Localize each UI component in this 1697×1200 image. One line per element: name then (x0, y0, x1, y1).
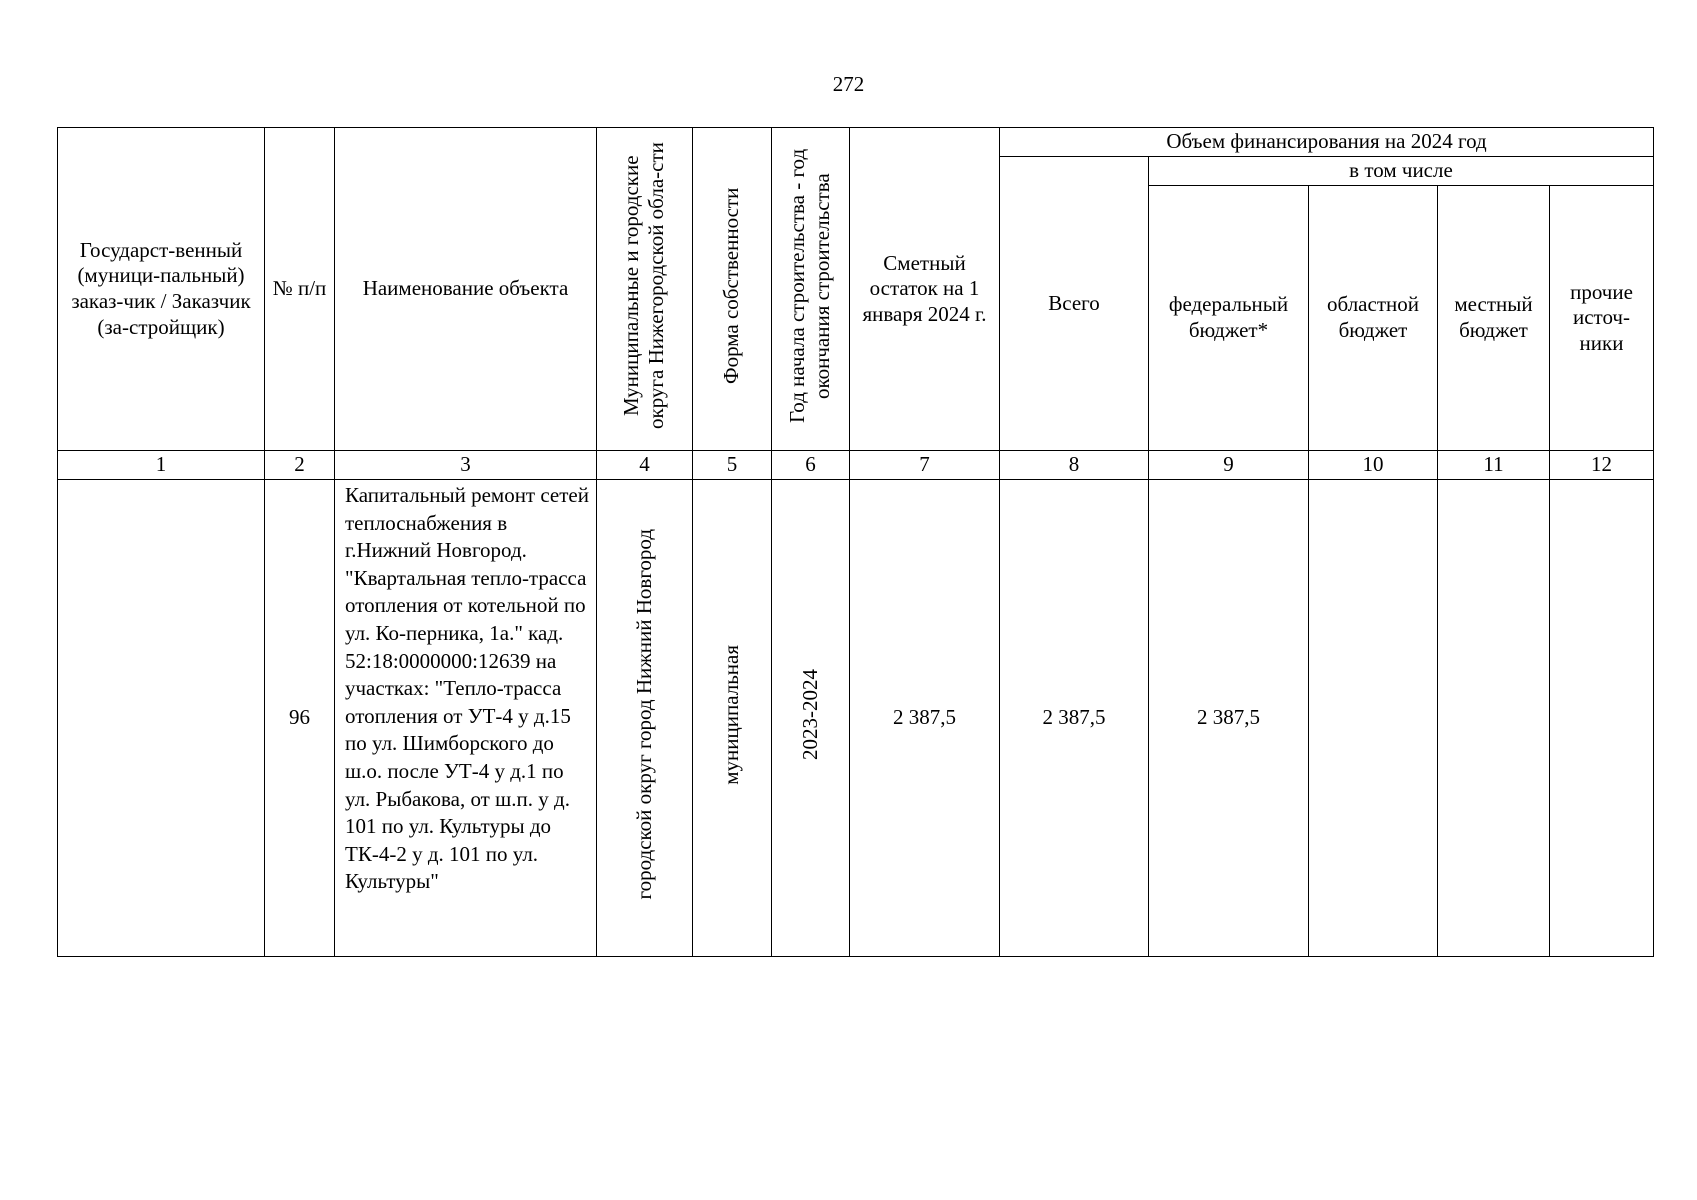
row-object-name: Капитальный ремонт сетей теплоснабжения в г.Нижний Новгород. "Квартальная тепло-трасса отопления от котельной по ул. Ко-перника, 1а." кад. 52:18:0000000:12639 на участках: "Тепло-трасса отопления от УТ-4 у д.15 по ул. Шимборского до ш.о. после УТ-4 у д.1 по ул. Рыбакова, от ш.п. у д. 101 по ул. Культуры до ТК-4-2 у д. 101 по ул. Культуры" (335, 480, 597, 957)
row-regional (1309, 480, 1438, 957)
header-number: № п/п (265, 128, 335, 451)
column-number: 8 (1000, 451, 1149, 480)
row-district: городской округ город Нижний Новгород (597, 480, 693, 957)
row-years: 2023-2024 (772, 480, 850, 957)
table-row (58, 480, 1654, 957)
column-number: 9 (1149, 451, 1309, 480)
column-number: 10 (1309, 451, 1438, 480)
header-including: в том числе (1149, 157, 1654, 186)
header-other: прочие источ-ники (1550, 186, 1654, 451)
column-number: 6 (772, 451, 850, 480)
header-total: Всего (1000, 157, 1149, 451)
header-federal: федеральный бюджет* (1149, 186, 1309, 451)
row-estimate-remaining: 2 387,5 (850, 480, 1000, 957)
column-number: 5 (693, 451, 772, 480)
column-number: 4 (597, 451, 693, 480)
header-ownership: Форма собственности (693, 128, 772, 451)
header-object-name: Наименование объекта (335, 128, 597, 451)
header-customer: Государст-венный (муници-пальный) заказ-чик / Заказчик (за-стройщик) (58, 128, 265, 451)
page-number: 272 (832, 72, 865, 96)
header-local: местный бюджет (1438, 186, 1550, 451)
header-district: Муниципальные и городские округа Нижегородской обла-сти (597, 128, 693, 451)
row-local (1438, 480, 1550, 957)
row-federal: 2 387,5 (1149, 480, 1309, 957)
header-regional: областной бюджет (1309, 186, 1438, 451)
column-numbers-row (58, 451, 1654, 480)
row-number: 96 (265, 480, 335, 957)
header-years: Год начала строительства - год окончания строительства (772, 128, 850, 451)
column-number: 1 (58, 451, 265, 480)
column-number: 12 (1550, 451, 1654, 480)
row-other (1550, 480, 1654, 957)
row-ownership: муниципальная (693, 480, 772, 957)
row-total: 2 387,5 (1000, 480, 1149, 957)
financing-table (57, 127, 1654, 957)
header-funding-group: Объем финансирования на 2024 год (1000, 128, 1654, 157)
column-number: 2 (265, 451, 335, 480)
row-customer (58, 480, 265, 957)
column-number: 11 (1438, 451, 1550, 480)
column-number: 3 (335, 451, 597, 480)
header-estimate-remaining: Сметный остаток на 1 января 2024 г. (850, 128, 1000, 451)
column-number: 7 (850, 451, 1000, 480)
